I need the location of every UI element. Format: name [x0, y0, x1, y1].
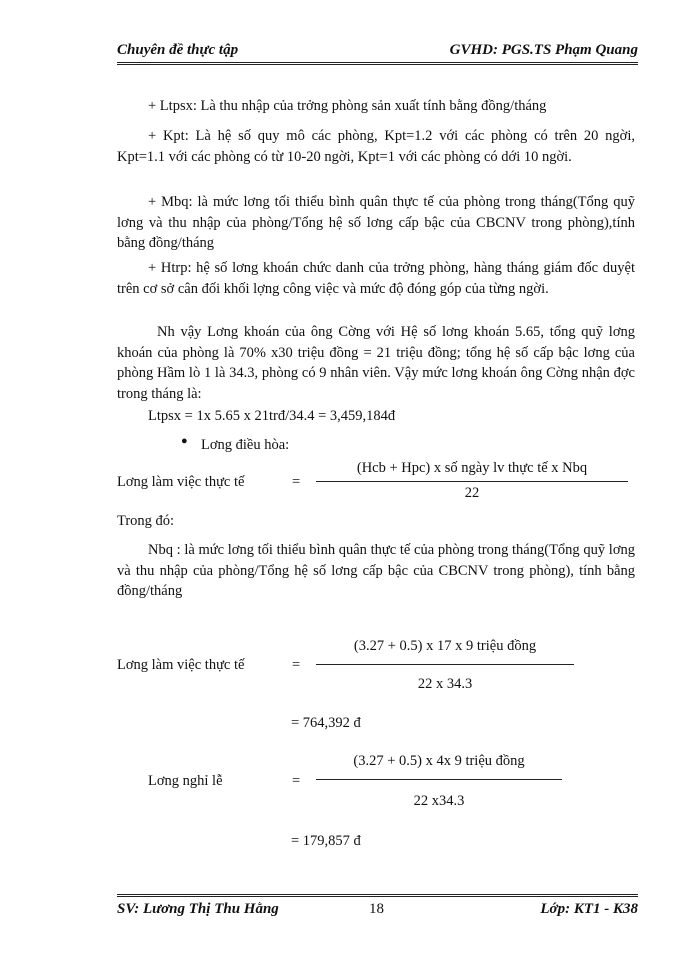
para-example: Nh vậy Lơng khoán của ông Cờng với Hệ số lơng khoán 5.65, tổng quỹ lơng khoán của phòng là 70% x30 triệu đồng = 21 triệu đồng; tổng hệ số cấp bậc lơng của phòng Hầm lò 1 là 34.3, phòng có 9 nhân viên. Vậy mức lơng khoán ông Cờng nhận đợc trong tháng là: [117, 324, 635, 402]
bullet-dot-icon: ● [181, 435, 188, 447]
para-ltpsx: + Ltpsx: Là thu nhập của trởng phòng sản xuất tính bằng đồng/tháng [148, 98, 547, 114]
formula1-equals: = [292, 474, 301, 490]
formula3-fraction-bar [316, 779, 562, 780]
para-mbq: + Mbq: là mức lơng tối thiểu bình quân thực tế của phòng trong tháng(Tổng quỹ lơng và thu nhập của phòng/Tổng hệ số lơng cấp bậc của CBCNV trong phòng),tính bằng đồng/tháng [117, 194, 635, 251]
page-number: 18 [369, 901, 384, 917]
page-header [117, 42, 638, 62]
formula2-equals: = [292, 657, 301, 673]
para-htrp: + Htrp: hệ số lơng khoán chức danh của trởng phòng, hàng tháng giám đốc duyệt trên cơ sở cân đối khối lợng công việc và mức độ đóng góp của từng ngời. [117, 260, 635, 297]
formula2-numerator: (3.27 + 0.5) x 17 x 9 triệu đồng [353, 638, 537, 654]
formula3-lhs: Lơng nghỉ lễ [148, 773, 223, 789]
header-advisor: GVHD: PGS.TS Phạm Quang [449, 42, 638, 58]
formula3-result: = 179,857 đ [291, 833, 361, 849]
footer-student: SV: Lương Thị Thu Hằng [117, 901, 279, 917]
formula1-lhs: Lơng làm việc thực tế [117, 474, 245, 490]
header-rule [117, 62, 638, 65]
calc-ltpsx: Ltpsx = 1x 5.65 x 21trđ/34.4 = 3,459,184đ [148, 408, 396, 424]
formula3-numerator: (3.27 + 0.5) x 4x 9 triệu đồng [353, 753, 525, 769]
trong-do-label: Trong đó: [117, 513, 175, 529]
formula1-denominator: 22 [464, 485, 480, 501]
formula2-lhs: Lơng làm việc thực tế [117, 657, 245, 673]
formula3-equals: = [292, 773, 301, 789]
formula1-fraction-bar [316, 481, 628, 482]
formula3-denominator: 22 x34.3 [413, 793, 465, 809]
footer-rule [117, 894, 638, 897]
footer-class: Lớp: KT1 - K38 [540, 901, 638, 917]
bullet-label: Lơng điều hòa: [201, 437, 290, 453]
para-kpt: + Kpt: Là hệ số quy mô các phòng, Kpt=1.2 với các phòng có trên 20 ngời, Kpt=1.1 với các phòng có từ 10-20 ngời, Kpt=1 với các phòng có dới 10 ngời. [117, 128, 635, 165]
para-nbq: Nbq : là mức lơng tối thiểu bình quân thực tế của phòng trong tháng(Tổng quỹ lơng và thu nhập của phòng/Tổng hệ số lơng cấp bậc của CBCNV trong phòng), tính bằng đồng/tháng [117, 542, 635, 599]
formula1-numerator: (Hcb + Hpc) x số ngày lv thực tế x Nbq [356, 460, 588, 476]
formula2-fraction-bar [316, 664, 574, 665]
header-topic: Chuyên đề thực tập [117, 42, 239, 58]
formula2-denominator: 22 x 34.3 [417, 676, 473, 692]
formula2-result: = 764,392 đ [291, 715, 361, 731]
